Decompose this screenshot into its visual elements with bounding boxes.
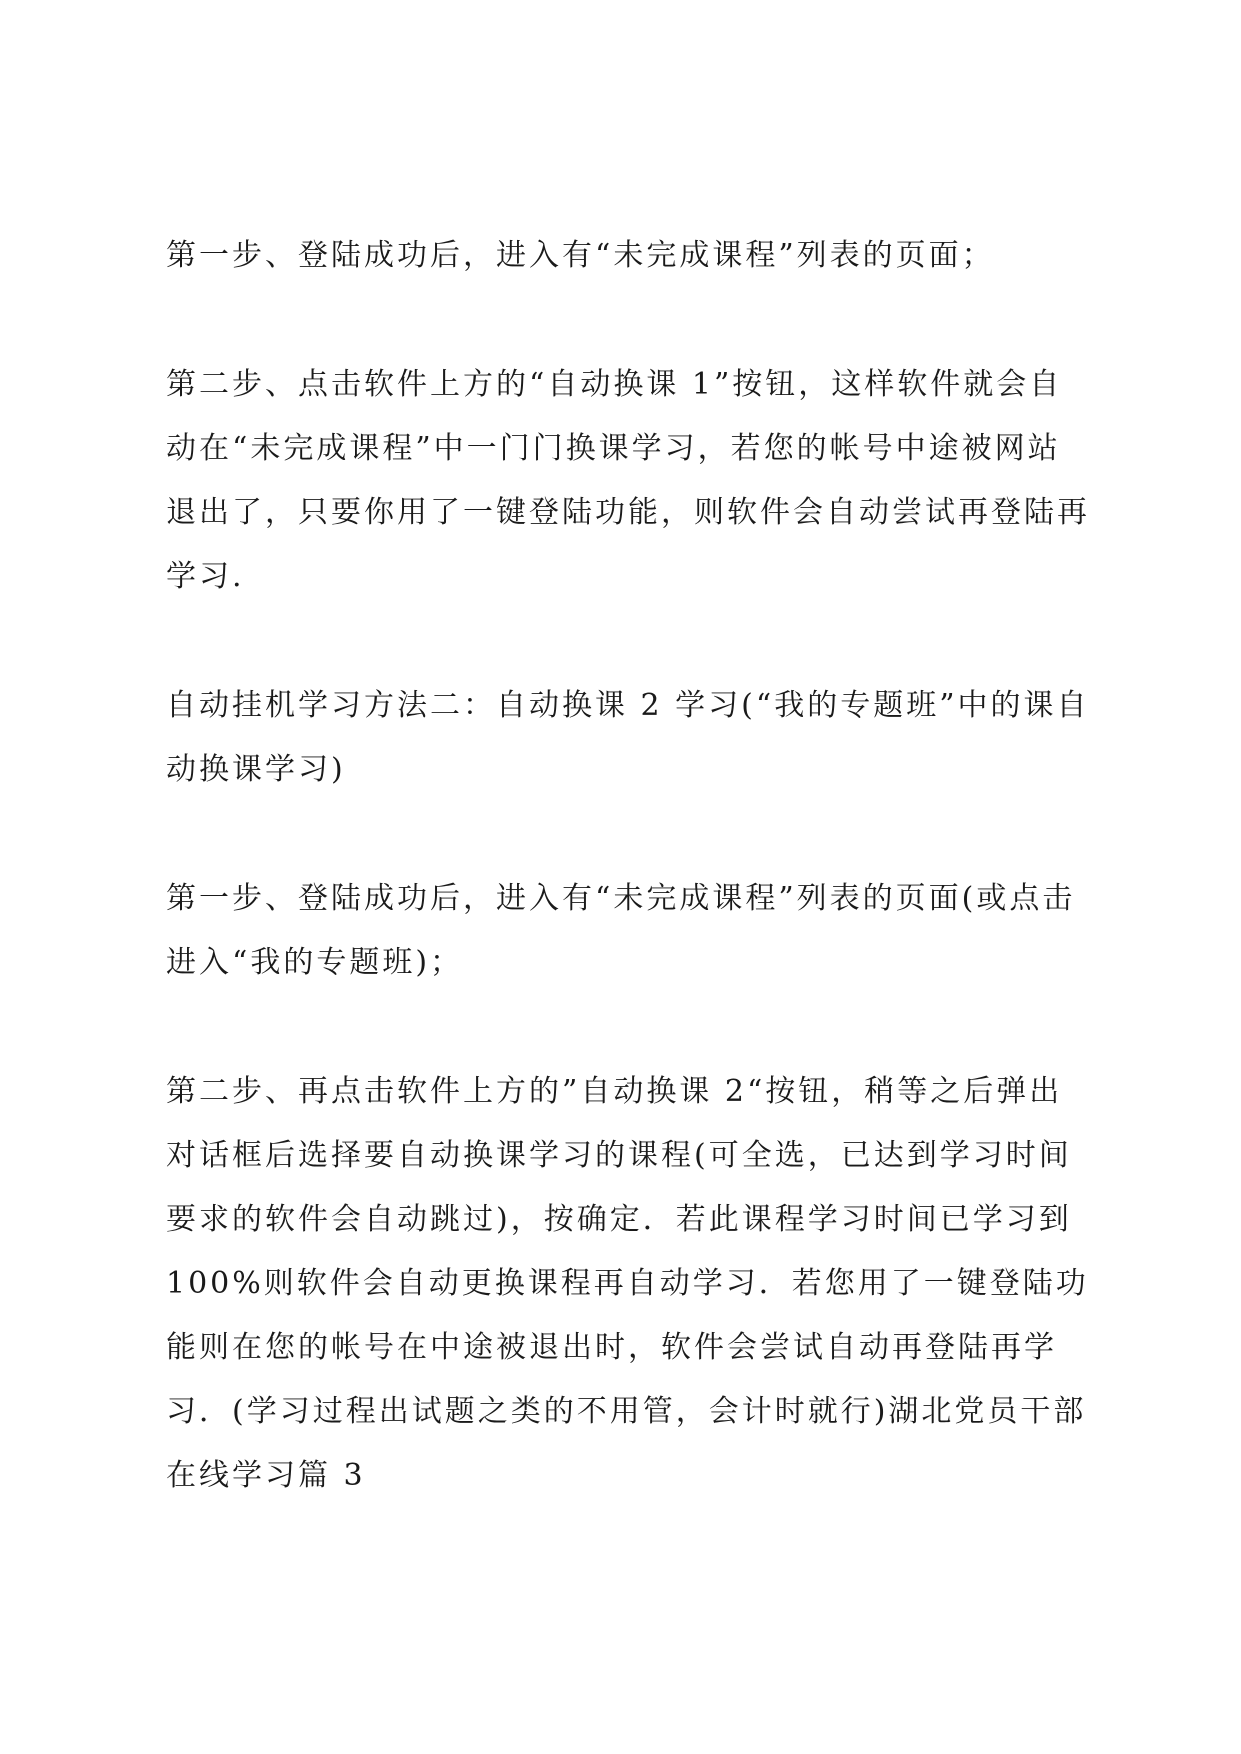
paragraph-method-2-step-2: 第二步、再点击软件上方的”自动换课 2“按钮，稍等之后弹出对话框后选择要自动换课学习的课程(可全选，已达到学习时间要求的软件会自动跳过)，按确定．若此课程学习时间已学习到 100%则软件会自动更换课程再自动学习．若您用了一键登陆功能则在您的帐号在中途被退出时，软件会尝试自动再登陆再学习．(学习过程出试题之类的不用管，会计时就行)湖北党员干部在线学习篇 3 bbox=[166, 1074, 1089, 1493]
document-body bbox=[166, 224, 1090, 1573]
paragraph-step-1: 第一步、登陆成功后，进入有“未完成课程”列表的页面； bbox=[166, 238, 995, 273]
paragraph-method-2-heading: 自动挂机学习方法二：自动换课 2 学习(“我的专题班”中的课自动换课学习) bbox=[166, 688, 1090, 787]
paragraph-method-2-step-1: 第一步、登陆成功后，进入有“未完成课程”列表的页面(或点击进入“我的专题班)； bbox=[166, 881, 1076, 980]
paragraph-step-2: 第二步、点击软件上方的“自动换课 1”按钮，这样软件就会自动在“未完成课程”中一门门换课学习，若您的帐号中途被网站退出了，只要你用了一键登陆功能，则软件会自动尝试再登陆再学习. bbox=[166, 367, 1090, 594]
